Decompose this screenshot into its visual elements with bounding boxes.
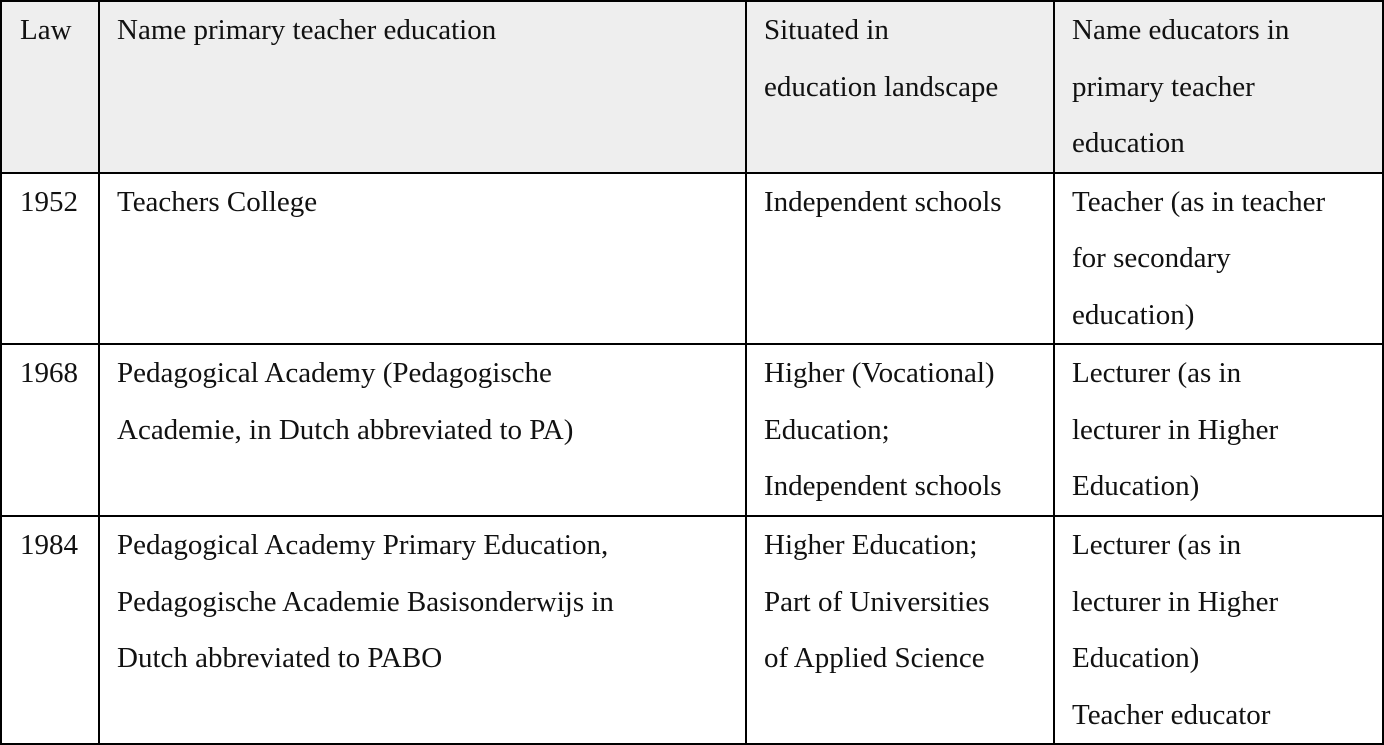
educators-line: Lecturer (as in [1072,357,1242,389]
educators-line: Lecturer (as in [1072,529,1242,561]
name-cell [99,344,746,516]
educators-line: for secondary [1072,242,1231,274]
name-line: Pedagogical Academy Primary Education, [117,529,609,561]
situated-line: Higher (Vocational) [764,357,995,389]
header-educators-line: Name educators in [1072,14,1290,46]
educators-line: lecturer in Higher [1072,413,1279,446]
educators-line: Teacher (as in teacher [1072,185,1326,218]
law-year: 1952 [20,185,78,218]
header-name-text: Name primary teacher education [117,14,497,46]
situated-cell [746,516,1054,744]
header-law-text: Law [20,14,72,46]
educators-line: Teacher educator [1072,698,1271,731]
header-situated-line: education landscape [764,70,999,103]
situated-cell [746,344,1054,516]
header-educators-line: primary teacher [1072,70,1255,103]
table-row [1,516,1383,744]
law-year: 1984 [20,529,78,561]
law-cell [1,344,99,516]
educators-line: lecturer in Higher [1072,585,1279,618]
educators-line: Education) [1072,470,1200,502]
situated-line: Independent schools [764,185,1002,218]
educators-line: education) [1072,298,1195,331]
educators-cell [1054,344,1383,516]
law-year: 1968 [20,357,78,389]
header-educators-line: education [1072,127,1185,159]
name-line: Dutch abbreviated to PABO [117,642,443,674]
name-line: Pedagogical Academy (Pedagogische [117,357,552,389]
educators-cell [1054,516,1383,744]
table-row [1,344,1383,516]
header-situated-line: Situated in [764,14,889,46]
educators-cell [1054,173,1383,345]
header-law [1,1,99,173]
situated-line: of Applied Science [764,642,985,674]
header-situated [746,1,1054,173]
name-cell [99,516,746,744]
situated-line: Education; [764,413,890,446]
situated-line: Independent schools [764,470,1002,502]
name-cell [99,173,746,345]
header-name [99,1,746,173]
situated-cell [746,173,1054,345]
law-cell [1,516,99,744]
table-header-row [1,1,1383,173]
name-line: Teachers College [117,185,318,218]
educators-line: Education) [1072,642,1200,674]
situated-line: Higher Education; [764,529,978,561]
situated-line: Part of Universities [764,585,990,618]
name-line: Academie, in Dutch abbreviated to PA) [117,413,574,446]
header-educators [1054,1,1383,173]
law-cell [1,173,99,345]
name-line: Pedagogische Academie Basisonderwijs in [117,585,614,618]
table-row [1,173,1383,345]
